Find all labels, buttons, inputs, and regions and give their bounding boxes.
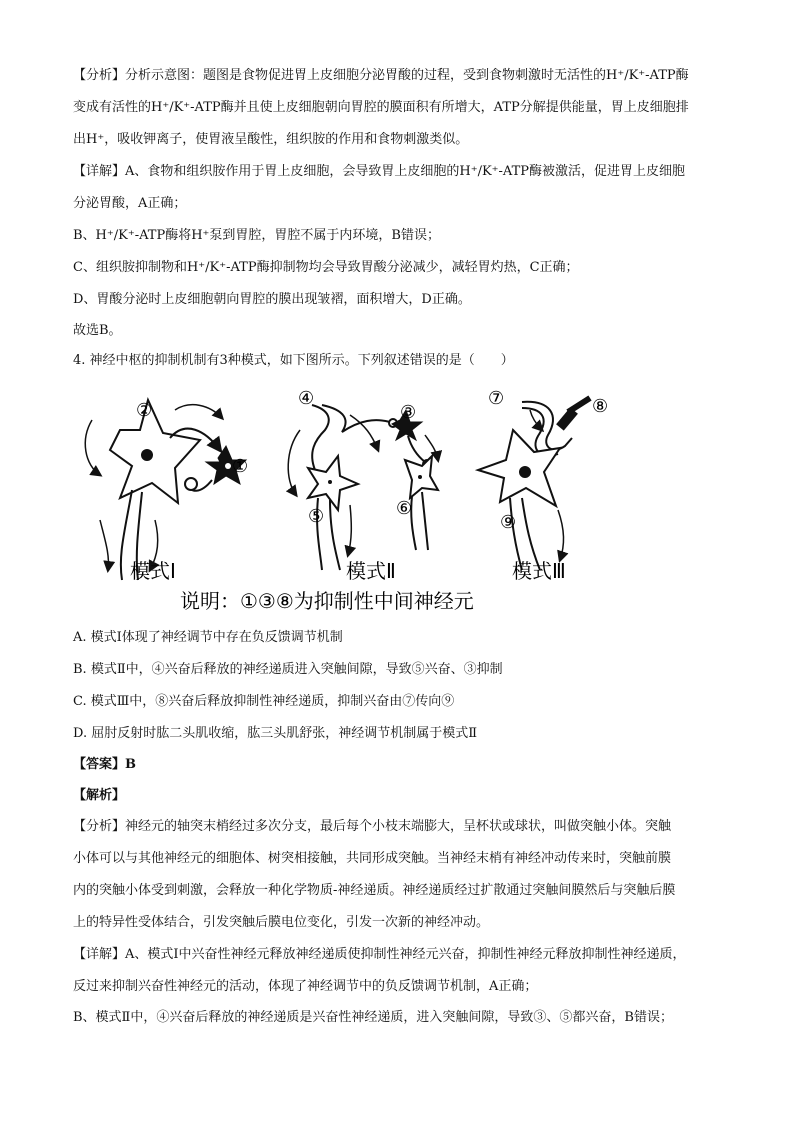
label-5: ⑤ — [308, 506, 325, 527]
mode-1-label: 模式Ⅰ — [130, 559, 176, 583]
figure-caption: 说明：①③⑧为抑制性中间神经元 — [180, 589, 474, 613]
label-3: ③ — [400, 402, 417, 423]
prev-detail-line-1: 【详解】A、食物和组织胺作用于胃上皮细胞，会导致胃上皮细胞的H⁺/K⁺-ATP酶被激活，促进胃上皮细胞 — [73, 164, 686, 179]
prev-choose: 故选B。 — [73, 323, 122, 338]
option-c: C. 模式Ⅲ中，⑧兴奋后释放抑制性神经递质，抑制兴奋由⑦传向⑨ — [73, 694, 455, 709]
detail-line-3: B、模式Ⅱ中，④兴奋后释放的神经递质是兴奋性神经递质，进入突触间隙，导致③、⑤都兴奋，B错误； — [73, 1010, 673, 1025]
detail-line-2: 反过来抑制兴奋性神经元的活动，体现了神经调节中的负反馈调节机制，A正确； — [73, 979, 538, 994]
mode-3-label: 模式Ⅲ — [512, 559, 566, 583]
neuron-inhibition-figure — [60, 380, 620, 620]
mode-2-diagram — [288, 388, 438, 570]
prev-detail-d: D、胃酸分泌时上皮细胞朝向胃腔的膜出现皱褶，面积增大，D正确。 — [73, 292, 471, 307]
label-9: ⑨ — [500, 512, 517, 533]
jiexi-heading: 【解析】 — [73, 788, 126, 803]
label-1: ① — [232, 456, 249, 477]
question-stem: 4. 神经中枢的抑制机制有3种模式，如下图所示。下列叙述错误的是（ ） — [73, 353, 514, 368]
prev-detail-b: B、H⁺/K⁺-ATP酶将H⁺泵到胃腔，胃腔不属于内环境，B错误； — [73, 228, 440, 243]
answer: 【答案】B — [73, 757, 136, 772]
label-6: ⑥ — [396, 498, 413, 519]
detail-line-1: 【详解】A、模式Ⅰ中兴奋性神经元释放神经递质使抑制性神经元兴奋，抑制性神经元释放抑制性神经递质， — [73, 947, 686, 962]
option-a: A. 模式Ⅰ体现了神经调节中存在负反馈调节机制 — [73, 630, 343, 645]
analysis-line-2: 小体可以与其他神经元的细胞体、树突相接触，共同形成突触。当神经末梢有神经冲动传来时，突触前膜 — [73, 851, 672, 866]
prev-analysis-line-1: 【分析】分析示意图：题图是食物促进胃上皮细胞分泌胃酸的过程，受到食物刺激时无活性的H⁺/K⁺-ATP酶 — [73, 68, 689, 83]
analysis-line-4: 上的特异性受体结合，引发突触后膜电位变化，引发一次新的神经冲动。 — [73, 915, 490, 930]
prev-detail-c: C、组织胺抑制物和H⁺/K⁺-ATP酶抑制物均会导致胃酸分泌减少，减轻胃灼热，C正确； — [73, 260, 579, 275]
analysis-line-3: 内的突触小体受到刺激，会释放一种化学物质-神经递质。神经递质经过扩散通过突触间膜然后与突触后膜 — [73, 883, 676, 898]
analysis-line-1: 【分析】神经元的轴突末梢经过多次分支，最后每个小枝末端膨大，呈杯状或球状，叫做突触小体。突触 — [73, 819, 672, 834]
mode-3-diagram — [478, 388, 608, 570]
label-8: ⑧ — [592, 396, 609, 417]
label-2: ② — [136, 400, 153, 421]
label-4: ④ — [298, 388, 315, 409]
mode-1-diagram — [85, 400, 248, 580]
prev-analysis-line-2: 变成有活性的H⁺/K⁺-ATP酶并且使上皮细胞朝向胃腔的膜面积有所增大，ATP分解提供能量，胃上皮细胞排 — [73, 100, 689, 115]
prev-detail-line-2: 分泌胃酸，A正确； — [73, 196, 187, 211]
label-7: ⑦ — [488, 388, 505, 409]
prev-analysis-line-3: 出H⁺，吸收钾离子，使胃液呈酸性，组织胺的作用和食物刺激类似。 — [73, 132, 469, 147]
option-b: B. 模式Ⅱ中，④兴奋后释放的神经递质进入突触间隙，导致⑤兴奋、③抑制 — [73, 662, 503, 677]
option-d: D. 屈肘反射时肱二头肌收缩，肱三头肌舒张，神经调节机制属于模式Ⅱ — [73, 726, 478, 741]
mode-2-label: 模式Ⅱ — [346, 559, 396, 583]
